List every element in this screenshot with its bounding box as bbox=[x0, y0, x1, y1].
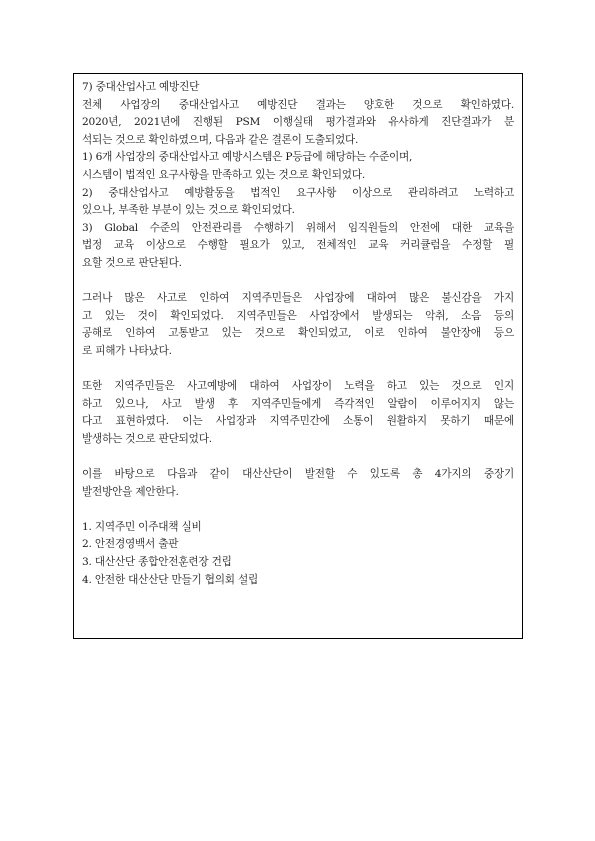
text-line: 시스템이 법적인 요구사항을 만족하고 있는 것으로 확인되었다. bbox=[82, 168, 366, 181]
text-line: 또한 지역주민들은 사고예방에 대하여 사업장이 노력을 하고 있는 것으로 인지 bbox=[82, 380, 514, 393]
paragraph-communication-issue bbox=[82, 378, 514, 448]
text-line: 다고 표현하였다. 이는 사업장과 지역주민간에 소통이 원활하지 못하기 때문에 bbox=[82, 415, 514, 428]
text-line: 로 피해가 나타났다. bbox=[82, 344, 172, 357]
text-line: 이를 바탕으로 다음과 같이 대산산단이 발전할 수 있도록 총 4가지의 중장기 bbox=[82, 468, 514, 481]
paragraph-proposal-intro bbox=[82, 466, 514, 501]
text-line: 전체 사업장의 중대산업사고 예방진단 결과는 양호한 것으로 확인하였다. bbox=[82, 98, 514, 111]
paragraph-resident-distrust bbox=[82, 290, 514, 360]
section-title: 7) 중대산업사고 예방진단 bbox=[82, 81, 200, 93]
text-line: 공해로 인하여 고통받고 있는 것으로 확인되었고, 이로 인하여 불안장애 등으 bbox=[82, 327, 514, 340]
text-line: 발생하는 것으로 판단되었다. bbox=[82, 432, 212, 445]
text-line: 있으나, 부족한 부분이 있는 것으로 확인되었다. bbox=[82, 204, 295, 217]
text-line: 요할 것으로 판단된다. bbox=[82, 256, 182, 269]
text-line: 3) Global 수준의 안전관리를 수행하기 위해서 임직원들의 안전에 대한 교육을 bbox=[82, 221, 514, 234]
list-item: 3. 대산산단 종합안전훈련장 건립 bbox=[82, 556, 232, 569]
text-line: 하고 있으나, 사고 발생 후 지역주민들에게 즉각적인 알람이 이루어지지 않는 bbox=[82, 397, 514, 410]
list-item: 2. 안전경영백서 출판 bbox=[82, 538, 179, 551]
text-line: 그러나 많은 사고로 인하여 지역주민들은 사업장에 대하여 많은 불신감을 가지 bbox=[82, 292, 514, 305]
text-line: 발전방안을 제안한다. bbox=[82, 485, 179, 498]
text-line: 고 있는 것이 확인되었다. 지역주민들은 사업장에서 발생되는 악취, 소음 등의 bbox=[82, 309, 514, 322]
paragraph-spacer bbox=[82, 361, 514, 379]
paragraph-spacer bbox=[82, 273, 514, 291]
paragraph-spacer bbox=[82, 501, 514, 519]
text-line: 1) 6개 사업장의 중대산업사고 예방시스템은 P등급에 해당하는 수준이며, bbox=[82, 151, 413, 164]
text-line: 2020년, 2021년에 진행된 PSM 이행실태 평가결과와 유사하게 진단결과가 분 bbox=[82, 116, 514, 129]
document-text-box bbox=[73, 73, 523, 639]
text-line: 2) 중대산업사고 예방활동을 법적인 요구사항 이상으로 관리하려고 노력하고 bbox=[82, 186, 514, 199]
text-line: 석되는 것으로 확인하였으며, 다음과 같은 결론이 도출되었다. bbox=[82, 133, 359, 146]
list-item: 1. 지역주민 이주대책 실비 bbox=[82, 520, 202, 533]
paragraph-spacer bbox=[82, 448, 514, 466]
paragraph-diagnosis-results bbox=[82, 97, 514, 273]
text-line: 법정 교육 이상으로 수행할 필요가 있고, 전체적인 교육 커리큘럼을 수정할 필 bbox=[82, 239, 514, 252]
proposal-list bbox=[82, 519, 514, 589]
list-item: 4. 안전한 대산산단 만들기 협의회 설립 bbox=[82, 573, 259, 586]
